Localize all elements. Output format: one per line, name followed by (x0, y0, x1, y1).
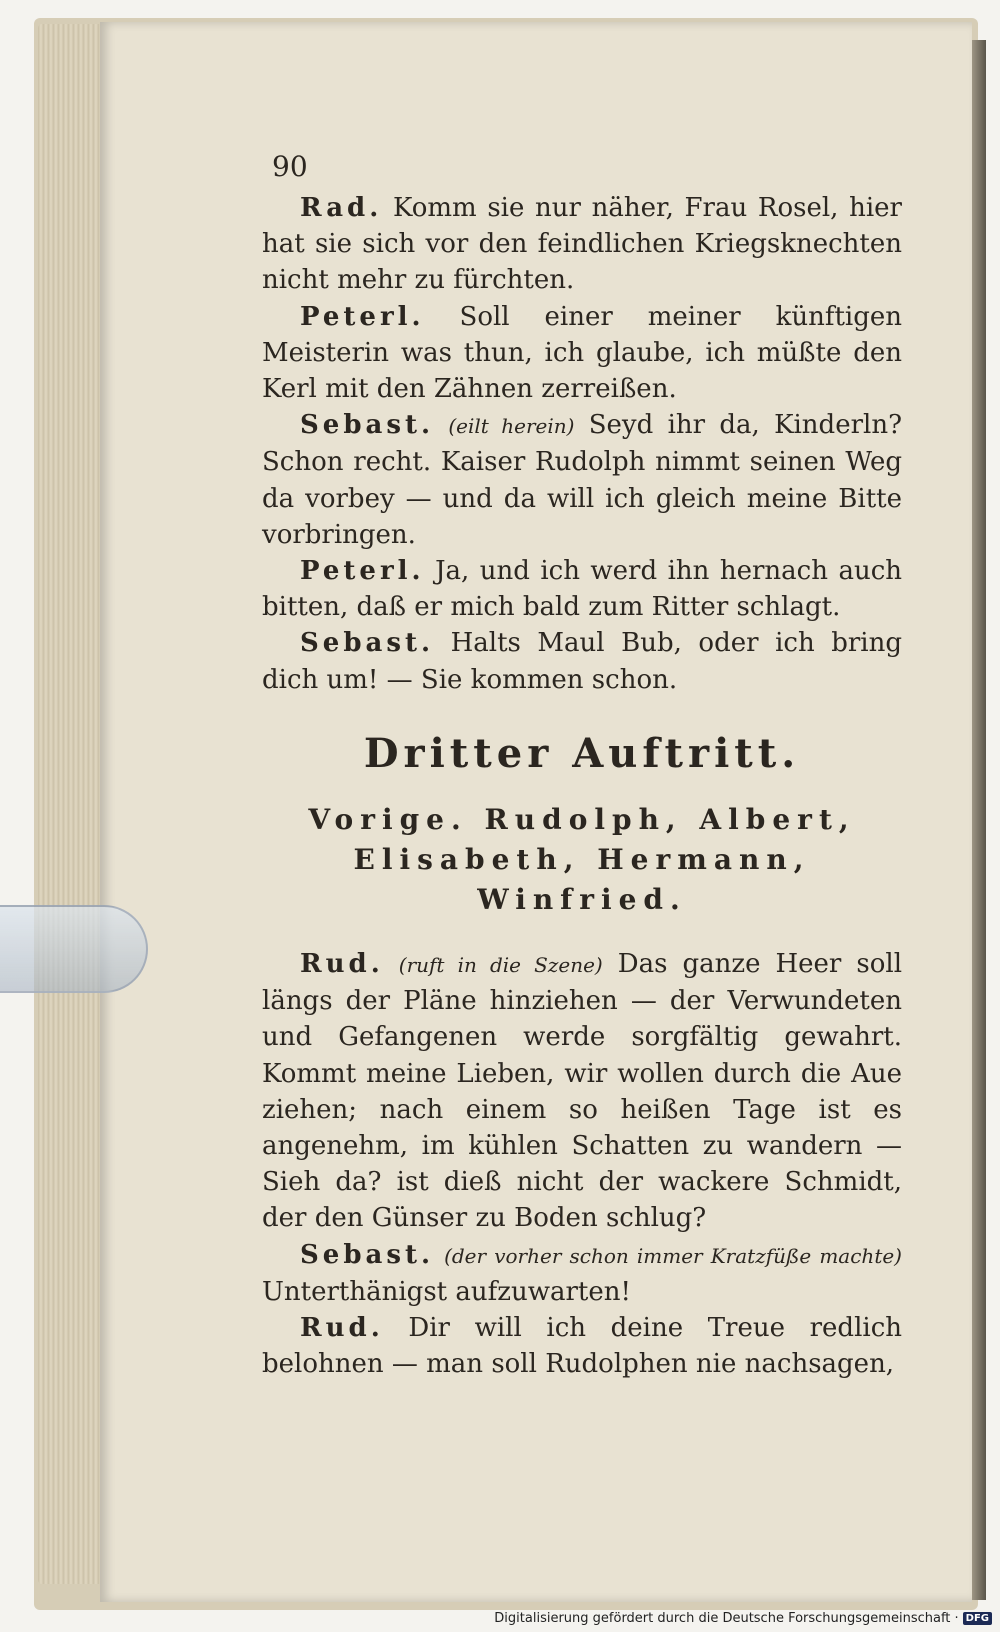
speaker-name: Peterl. (300, 556, 425, 587)
cast-list: Vorige. Rudolph, Albert, Elisabeth, Hermann, Winfried. (308, 803, 856, 917)
stage-direction: (ruft in die Szene) (398, 953, 603, 978)
page-text (262, 190, 902, 1382)
stage-direction: (eilt herein) (448, 414, 575, 439)
speech-text: Halts Maul Bub, oder ich bring dich um! — Sie kommen schon. (262, 628, 903, 695)
speech-text: Unterthänigst aufzuwarten! (262, 1276, 631, 1307)
speech-paragraph (262, 946, 902, 1237)
speaker-name: Rud. (300, 949, 384, 980)
speech-text: Ja, und ich werd ihn hernach auch bitten, daß er mich bald zum Ritter schlagt. (262, 556, 903, 623)
speech-paragraph (262, 190, 902, 299)
digitization-footer (494, 1611, 992, 1626)
speaker-name: Rad. (300, 193, 383, 223)
dfg-logo: DFG (963, 1612, 992, 1625)
speech-paragraph (262, 625, 902, 697)
speech-paragraph (262, 553, 902, 625)
speech-paragraph (262, 1310, 902, 1382)
page-clip (0, 905, 148, 993)
speech-text: Das ganze Heer soll längs der Pläne hinziehen — der Verwundeten und Gefangenen werde sorgfältig gewahrt. Kommt meine Lieben, wir wollen durch die Aue ziehen; nach einem so heißen Tage ist es angenehm, im kühlen Schatten zu wandern — Sieh da? ist dieß nicht der wackere Schmidt, der den Günser zu Boden schlug? (262, 949, 903, 1234)
page-number: 90 (272, 150, 308, 183)
footer-text: Digitalisierung gefördert durch die Deutsche Forschungsgemeinschaft · (494, 1611, 959, 1626)
page-spine-edge (972, 40, 986, 1600)
speech-text: Seyd ihr da, Kinderln? Schon recht. Kaiser Rudolph nimmt seinen Weg da vorbey — und da will ich gleich meine Bitte vorbringen. (262, 410, 903, 550)
scene-heading: Dritter Auftritt. (363, 729, 801, 777)
stage-direction: (der vorher schon immer Kratzfüße machte) (444, 1243, 902, 1268)
dialogue-block-1 (262, 190, 902, 698)
speaker-name: Sebast. (300, 410, 435, 441)
speech-paragraph (262, 1237, 902, 1310)
speech-paragraph (262, 299, 902, 408)
dialogue-block-2 (262, 946, 902, 1382)
speaker-name: Peterl. (300, 301, 425, 332)
speech-paragraph (262, 407, 902, 553)
speaker-name: Sebast. (300, 1239, 435, 1270)
speaker-name: Sebast. (300, 628, 435, 659)
page-edges (38, 24, 108, 1584)
speech-text: Komm sie nur näher, Frau Rosel, hier hat sie sich vor den feindlichen Kriegsknechten nicht mehr zu fürchten. (262, 193, 902, 296)
speech-text: Soll einer meiner künftigen Meisterin was thun, ich glaube, ich müßte den Kerl mit den Zähnen zerreißen. (262, 301, 902, 405)
speaker-name: Rud. (300, 1313, 384, 1344)
speech-text: Dir will ich deine Treue redlich belohnen — man soll Rudolphen nie nachsagen, (262, 1313, 903, 1380)
